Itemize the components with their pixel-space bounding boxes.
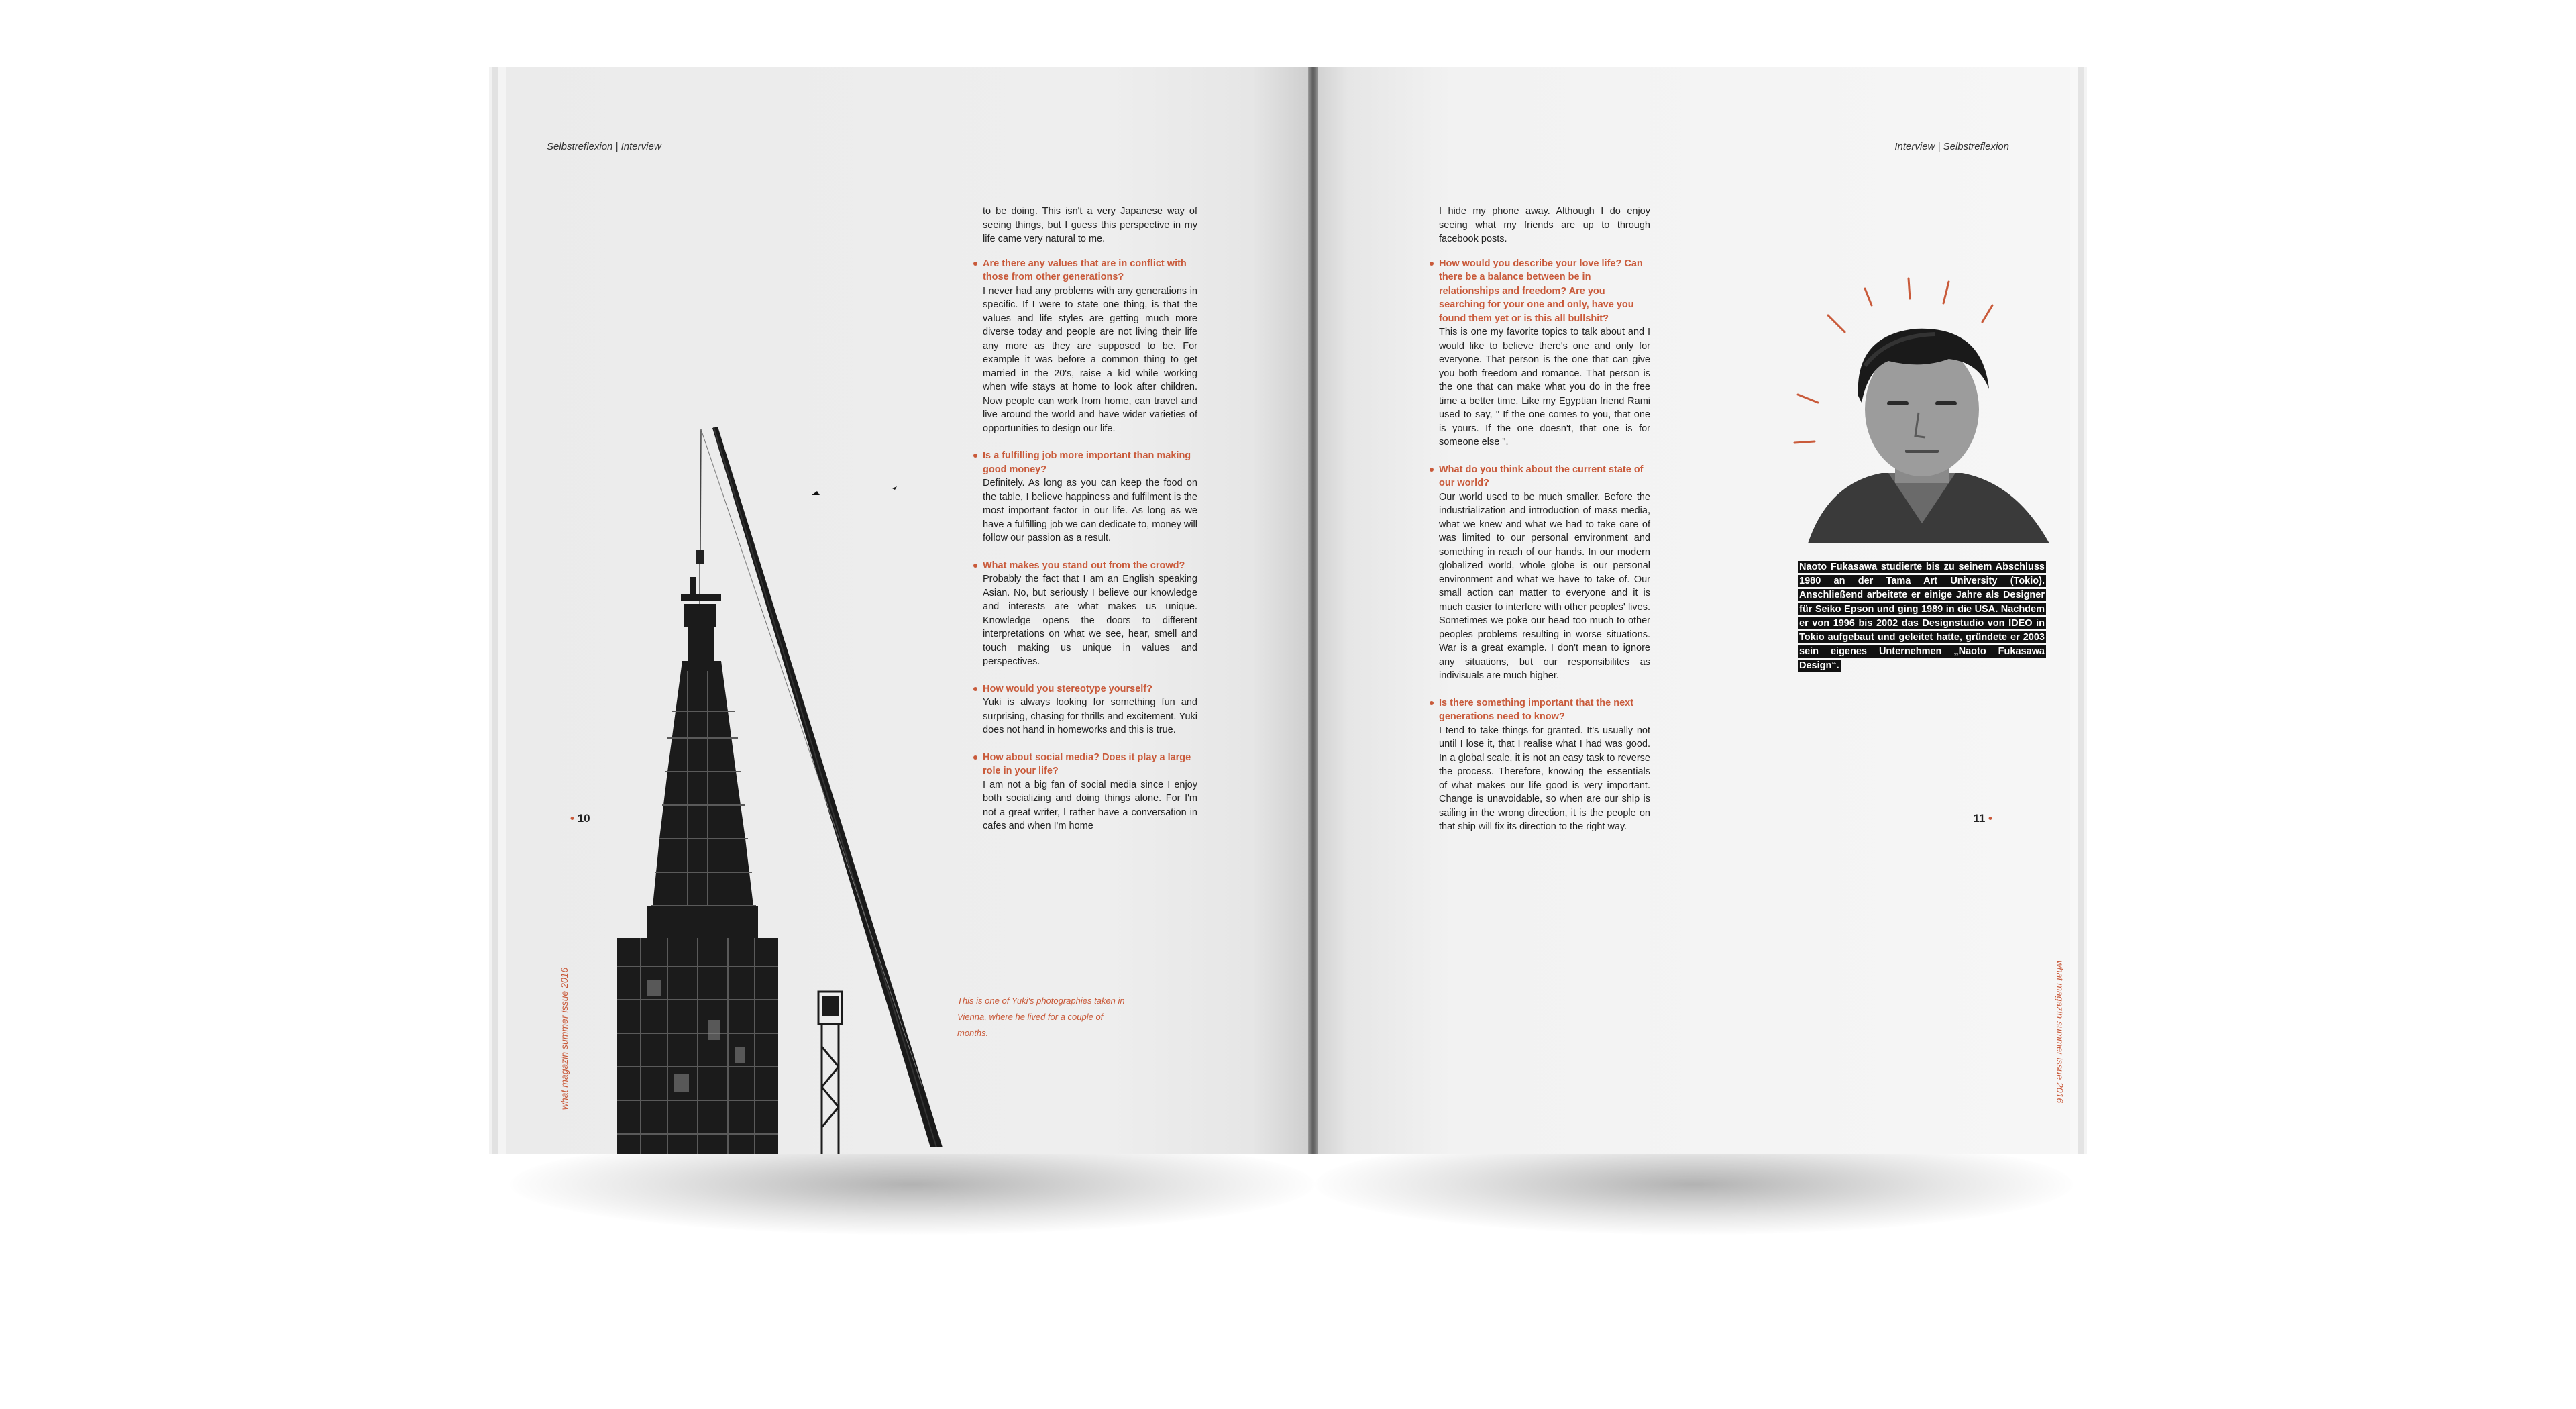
qa-item — [983, 559, 1197, 669]
photo-caption: This is one of Yuki's photographies taken in Vienna, where he lived for a couple of months. — [957, 996, 1125, 1038]
interview-answer: Yuki is always looking for something fun and surprising, chasing for thrills and excitement. Yuki does not hand in homeworks and this is true. — [983, 697, 1197, 735]
interview-answer: Probably the fact that I am an English speaking Asian. No, but seriously I believe our knowledge and interests are what makes us unique. Knowledge opens the doors to different interpretations on what we see, hear, smell and touch making us unique in values and perspectives. — [983, 574, 1197, 667]
qa-item — [1439, 257, 1650, 450]
qa-item — [983, 257, 1197, 436]
qa-item — [983, 751, 1197, 833]
interview-question: What makes you stand out from the crowd? — [983, 559, 1197, 573]
page-number-left — [570, 812, 590, 825]
interview-answer: I tend to take things for granted. It's usually not until I lose it, that I realise what I had was good. In a global scale, it is not an easy task to reverse the process. Therefore, knowing the essentials of what makes our life good is very important. Change is unavoidable, so when are our ship is sailing in the wrong direction, it is the people on that ship will fix its direction to the right way. — [1439, 725, 1650, 832]
interview-question: How would you stereotype yourself? — [983, 682, 1197, 696]
qa-item — [983, 449, 1197, 545]
interview-answer: Our world used to be much smaller. Before the industrialization and introduction of mass media, what we knew and what we had to take care of was limited to our personal environment and something in reach of our hands. In our modern globalized world, whole globe is our personal environment and what we have to take of. Our small action can matter to everyone and it is much easier to interfere with other peoples' lives. Sometimes we poke our head too much to other peoples problems resulting in worse situations. War is a great example. I don't mean to ignore any situations, but our responsibilites as indivisuals are much higher. — [1439, 491, 1650, 681]
interview-question: How about social media? Does it play a large role in your life? — [983, 751, 1197, 778]
right-page — [1318, 67, 2070, 1154]
running-head-right — [1894, 141, 2009, 152]
page-number-dot: • — [1988, 812, 1992, 825]
interview-question: What do you think about the current state of our world? — [1439, 463, 1650, 490]
qa-item — [1439, 696, 1650, 834]
running-head-separator: | — [1935, 141, 1943, 152]
spine-gutter — [1308, 67, 1318, 1154]
interview-answer: Definitely. As long as you can keep the food on the table, I believe happiness and fulfilment is the most important factor in our life. As long as we have a fulfilling job we can dedicate to, money will follow our passion as a result. — [983, 478, 1197, 543]
interview-question: How would you describe your love life? Can there be a balance between be in relationships and freedom? Are you searching for your one and only, have you found them yet or is this all bullshit? — [1439, 257, 1650, 326]
running-head-section: Selbstreflexion — [547, 141, 613, 152]
interview-question: Are there any values that are in conflict with those from other generations? — [983, 257, 1197, 284]
right-intro-paragraph: I hide my phone away. Although I do enjoy seeing what my friends are up to through facebook posts. — [1439, 206, 1650, 244]
page-number-right — [1973, 812, 1992, 825]
left-page — [506, 67, 1308, 1154]
page-number-dot: • — [570, 812, 574, 825]
vertical-issue-label-right: what magazin summer issue 2016 — [2055, 960, 2066, 1104]
interview-answer: I am not a big fan of social media since I enjoy both socializing and doing things alone. For I'm not a great writer, I rather have a conversation in cafes and when I'm home — [983, 779, 1197, 831]
interview-question: Is a fulfilling job more important than making good money? — [983, 449, 1197, 476]
page-number-value: 11 — [1973, 812, 1986, 825]
interview-answer: I never had any problems with any generations in specific. If I were to state one thing, is that the values and life styles are getting much more diverse today and people are not living their life any more as they are supposed to be. For example it was before a common thing to get married in the 20's, raise a kid while working when wife stays at home to look after children. Now people can work from home, can travel and live around the world and have wider varieties of opportunities to design our life. — [983, 285, 1197, 434]
running-head-sub: Interview — [621, 141, 661, 152]
portrait-photo — [1788, 242, 2056, 577]
bio-box — [1798, 560, 2046, 673]
running-head-section: Interview — [1894, 141, 1935, 152]
running-head-sub: Selbstreflexion — [1943, 141, 2009, 152]
interview-question: Is there something important that the next generations need to know? — [1439, 696, 1650, 724]
interview-answer: This is one my favorite topics to talk about and I would like to believe there's one and only for everyone. That person is the one that can give you both freedom and romance. That person is the one that can make what you do in the free time a better time. Like my Egyptian friend Rami used to say, " If the one comes to you, that one is yours. If the one doesn't, that one is for someone else ". — [1439, 327, 1650, 448]
right-text-column — [1439, 205, 1650, 847]
left-text-column — [983, 205, 1197, 847]
running-head-separator: | — [612, 141, 621, 152]
qa-item — [983, 682, 1197, 737]
left-intro-paragraph: to be doing. This isn't a very Japanese way of seeing things, but I guess this perspective in my life came very natural to me. — [983, 206, 1197, 244]
qa-item — [1439, 463, 1650, 683]
bio-text: Naoto Fukasawa studierte bis zu seinem Abschluss 1980 an der Tama Art University (Tokio). Anschließend arbeitete er einige Jahre als Designer für Seiko Epson und ging 1989 in die USA. Nachdem er von 1996 bis 2002 das Designstudio von IDEO in Tokio aufgebaut und geleitet hatte, gründete er 2003 sein eigenes Unternehmen „Naoto Fukasawa Design“. — [1799, 562, 2045, 671]
vertical-issue-label-left: what magazin summer issue 2016 — [559, 967, 570, 1110]
page-number-value: 10 — [577, 812, 590, 825]
